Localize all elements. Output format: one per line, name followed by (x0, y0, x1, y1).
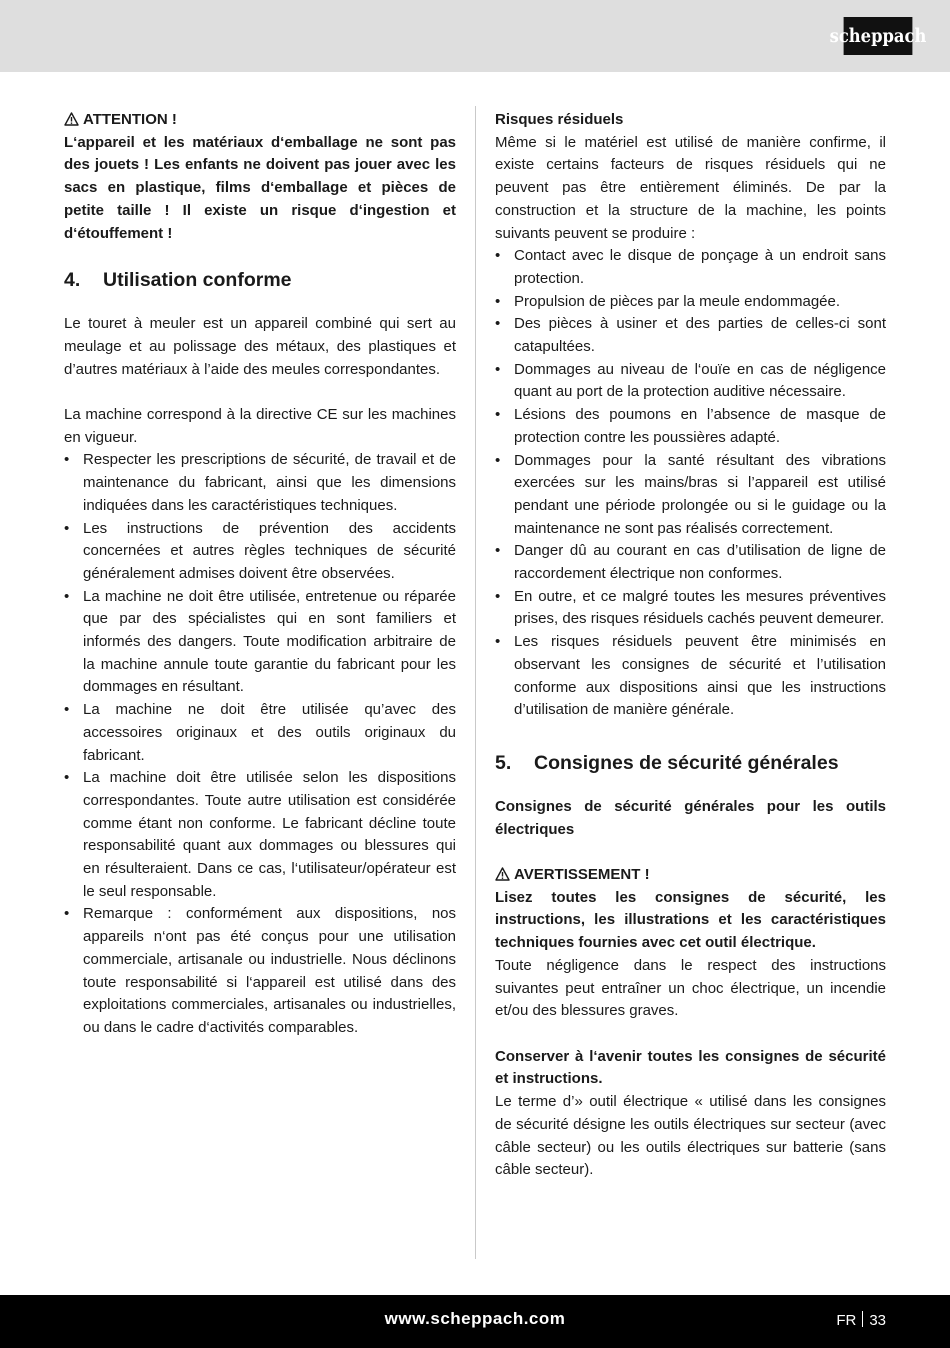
list-item: • Lésions des poumons en l’absence de masque de protection contre les poussières adapté. (495, 404, 886, 449)
list-item: • Les risques résiduels peuvent être minimisés en observant les consignes de sécurité et l’utilisation conforme aux dispositions ainsi que les instructions d’utilisation de manière générale. (495, 631, 886, 722)
attention-heading: ATTENTION ! (64, 109, 456, 132)
intended-use-list (64, 449, 456, 1039)
residual-risks-list (495, 245, 886, 722)
list-item: • La machine doit être utilisée selon les dispositions correspondantes. Toute autre utilisation est considérée comme étant non conforme. Le fabricant décline toute responsabilité quant aux dommages ou blessures qui en résulteraient. Dans ce cas, l‘utilisateur/opérateur est le seul responsable. (64, 767, 456, 903)
ce-directive-paragraph: La machine correspond à la directive CE sur les machines en vigueur. (64, 406, 456, 446)
header-bar (0, 0, 950, 72)
left-column (64, 109, 456, 1040)
section-5-heading (495, 750, 886, 776)
page-indicator (836, 1311, 886, 1329)
brand-logo: scheppach (844, 17, 913, 55)
list-item: • En outre, et ce malgré toutes les mesures préventives prises, des risques résiduels cachés peuvent demeurer. (495, 586, 886, 631)
attention-text: L‘appareil et les matériaux d‘emballage ne sont pas des jouets ! Les enfants ne doivent pas jouer avec les sacs en plastique, films d‘emballage et pièces de petite taille ! Il existe un risque d‘ingestion et d‘étouffement ! (64, 133, 456, 242)
page-separator (862, 1311, 863, 1327)
list-item: • La machine ne doit être utilisée, entretenue ou réparée que par des spécialistes qui en sont familiers et informés des dangers. Toute modification arbitraire de la machine annule toute garantie du fabricant pour les dommages en résultant. (64, 586, 456, 700)
section-4-title: Utilisation conforme (103, 269, 292, 292)
list-item: • Dommages pour la santé résultant des vibrations exercées sur les mains/bras si l’appareil est utilisé pendant une période prolongée ou si le guidage ou la maintenance ne sont pas réalisés correctement. (495, 450, 886, 541)
warning-triangle-icon (495, 867, 510, 881)
section-4-heading (64, 267, 456, 293)
warning-triangle-icon (64, 112, 79, 126)
list-item: • Les instructions de prévention des accidents concernées et autres règles techniques de sécurité généralement admises doivent être observées. (64, 518, 456, 586)
footer-bar (0, 1295, 950, 1348)
residual-risks-heading: Risques résiduels (495, 111, 624, 128)
warning-bold-text: Lisez toutes les consignes de sécurité, les instructions, les illustrations et les caractéristiques techniques fournies avec cet outil électrique. (495, 888, 886, 952)
power-tool-definition: Le terme d’» outil électrique « utilisé dans les consignes de sécurité désigne les outils électriques sur secteur (avec câble secteur) ou les outils électriques sur batterie (sans câble secteur). (495, 1093, 886, 1179)
section-5-title: Consignes de sécurité générales (534, 751, 839, 774)
list-item: • Propulsion de pièces par la meule endommagée. (495, 291, 886, 314)
list-item: • Contact avec le disque de ponçage à un endroit sans protection. (495, 245, 886, 290)
list-item: • Dommages au niveau de l‘ouïe en cas de négligence quant au port de la protection auditive nécessaire. (495, 359, 886, 404)
power-tools-subheading: Consignes de sécurité générales pour les outils électriques (495, 797, 886, 838)
list-item: • Des pièces à usiner et des parties de celles-ci sont catapultées. (495, 313, 886, 358)
list-item: • Danger dû au courant en cas d’utilisation de ligne de raccordement électrique non conformes. (495, 540, 886, 585)
column-divider (475, 106, 476, 1259)
list-item: • Respecter les prescriptions de sécurité, de travail et de maintenance du fabricant, ainsi que les dimensions indiquées dans les caractéristiques techniques. (64, 449, 456, 517)
list-item: • La machine ne doit être utilisée qu’avec des accessoires originaux et des outils originaux du fabricant. (64, 699, 456, 767)
list-item: • Remarque : conformément aux dispositions, nos appareils n‘ont pas été conçus pour une utilisation commerciale, artisanale ou industrielle. Nous déclinons toute responsabilité si l‘appareil est utilisé dans des exploitations commerciales, artisanales ou industrielles, ou dans le cadre d‘activités comparables. (64, 903, 456, 1039)
section-5-number: 5. (495, 751, 512, 774)
intended-use-paragraph: Le touret à meuler est un appareil combiné qui sert au meulage et au polissage des métaux, des plastiques et d’autres matériaux à l’aide des meules correspondantes. (64, 315, 456, 378)
right-column (495, 109, 886, 1182)
warning-heading: AVERTISSEMENT ! (495, 864, 886, 887)
language-code: FR (836, 1312, 857, 1329)
warning-text: Toute négligence dans le respect des instructions suivantes peut entraîner un choc électrique, un incendie et/ou des blessures graves. (495, 956, 886, 1020)
residual-risks-intro: Même si le matériel est utilisé de manière confirme, il existe certains facteurs de risques résiduels qui ne peuvent pas être entièrement éliminés. De par la construction et la structure de la machine, les points suivants peuvent se produire : (495, 133, 886, 242)
website-link[interactable]: www.scheppach.com (384, 1309, 566, 1328)
keep-instructions-heading: Conserver à l‘avenir toutes les consignes de sécurité et instructions. (495, 1047, 886, 1088)
section-4-number: 4. (64, 269, 81, 292)
page-number: 33 (869, 1312, 886, 1329)
